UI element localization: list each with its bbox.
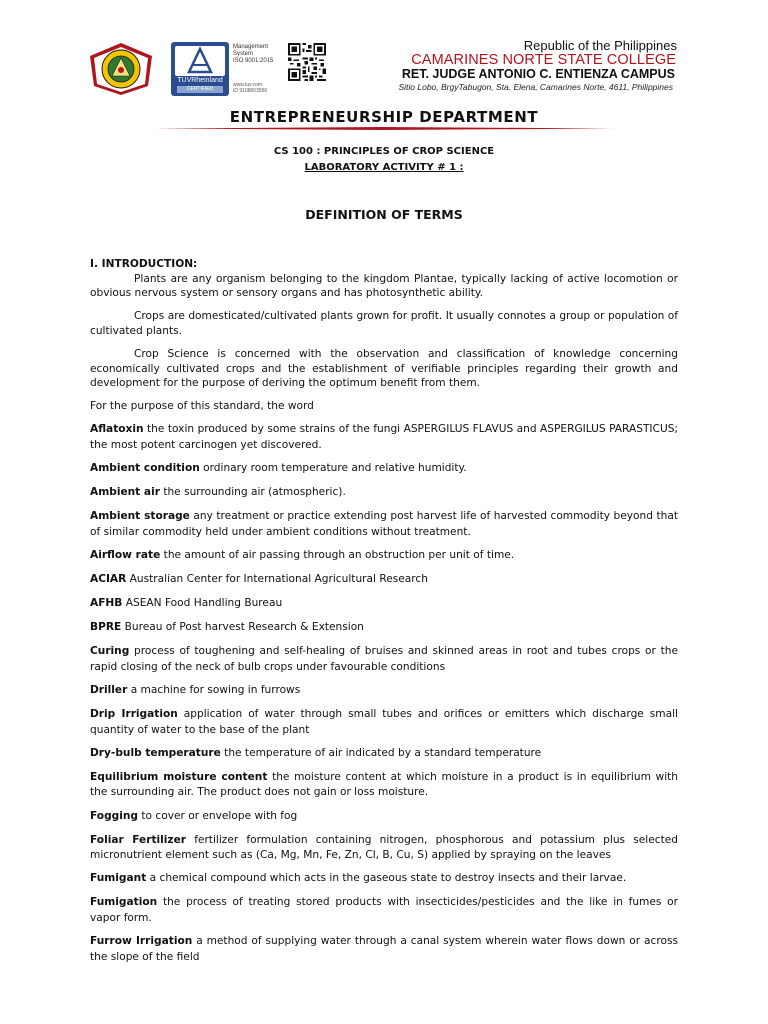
term-list bbox=[90, 422, 678, 964]
term-label: Aflatoxin bbox=[90, 423, 144, 436]
tuv-info-line: System bbox=[233, 51, 254, 57]
intro-paragraph: Crops are domesticated/cultivated plants grown for profit. It usually connotes a group or population of cultivated plants. bbox=[90, 310, 678, 337]
term-label: Dry-bulb temperature bbox=[90, 746, 221, 759]
term-definition bbox=[90, 707, 678, 737]
tuv-logo-icon bbox=[175, 46, 225, 76]
tuv-info-line: ISO 9001:2015 bbox=[233, 58, 274, 64]
term-label: Curing bbox=[90, 645, 130, 658]
term-definition bbox=[90, 572, 678, 588]
department-title: ENTREPRENEURSHIP DEPARTMENT bbox=[229, 108, 539, 126]
term-text: Australian Center for International Agricultural Research bbox=[129, 573, 428, 585]
term-definition bbox=[90, 683, 678, 699]
term-text: Bureau of Post harvest Research & Extension bbox=[124, 621, 364, 634]
term-text: the temperature of air indicated by a standard temperature bbox=[224, 746, 542, 759]
tuv-web-info bbox=[233, 82, 289, 94]
intro-paragraph: For the purpose of this standard, the word bbox=[90, 400, 314, 413]
term-label: AFHB bbox=[90, 597, 123, 610]
document-header bbox=[0, 0, 768, 110]
tuv-info-line: Management bbox=[233, 44, 269, 50]
term-definition bbox=[90, 644, 678, 674]
term-definition bbox=[90, 620, 678, 636]
term-text: the process of treating stored products with insecticides/pesticides and the like in fumes or vapor form. bbox=[90, 896, 678, 924]
term-definition bbox=[90, 871, 678, 887]
qr-code-icon bbox=[288, 43, 326, 81]
term-text: application of water through small tubes and orifices or emitters which discharge small quantity of water to the base of the plant bbox=[90, 708, 678, 736]
term-label: ACIAR bbox=[90, 573, 127, 585]
tuv-web: www.tuv.com bbox=[233, 82, 263, 88]
term-definition bbox=[90, 596, 678, 612]
intro-paragraph: Crop Science is concerned with the observation and classification of knowledge concerning economically cultivated crops and the establishment of verifiable principles regarding their growth and development for the purpose of deriving the optimum benefit from them. bbox=[90, 347, 678, 390]
activity-title bbox=[0, 162, 768, 173]
document-body bbox=[90, 257, 678, 964]
term-text: process of toughening and self-healing of bruises and skinned areas in root and tubes crops or the rapid closing of the neck of bulb crops under favourable conditions bbox=[90, 645, 678, 673]
tuv-info bbox=[233, 44, 289, 65]
term-text: to cover or envelope with fog bbox=[141, 809, 298, 822]
term-text: a machine for sowing in furrows bbox=[130, 683, 301, 696]
term-label: Furrow Irrigation bbox=[90, 935, 193, 948]
intro-heading: I. INTRODUCTION: bbox=[90, 258, 198, 270]
college-name: CAMARINES NORTE STATE COLLEGE bbox=[411, 52, 676, 68]
campus-address: Sitio Lobo, BrgyTabugon, Sta. Elena, Camarines Norte, 4611, Philippines bbox=[398, 82, 673, 92]
term-label: Ambient storage bbox=[90, 510, 190, 523]
header-divider bbox=[154, 127, 614, 130]
intro-paragraph: Plants are any organism belonging to the kingdom Plantae, typically lacking of active locomotion or obvious nervous system or sensory organs and has photosynthetic ability. bbox=[90, 272, 678, 300]
term-text: any treatment or practice extending post harvest life of harvested commodity beyond that of similar commodity held under ambient conditions without treatment. bbox=[90, 510, 678, 538]
term-label: Ambient condition bbox=[90, 462, 200, 475]
term-definition bbox=[90, 770, 678, 800]
term-text: fertilizer formulation containing nitrogen, phosphorous and potassium plus selected micronutrient element such as (Ca, Mg, Mn, Fe, Zn, Cl, B, Cu, S) applied by spraying on the leaves bbox=[90, 833, 678, 862]
term-text: ASEAN Food Handling Bureau bbox=[125, 597, 283, 610]
term-label: Equilibrium moisture content bbox=[90, 770, 268, 783]
term-text: the surrounding air (atmospheric). bbox=[163, 486, 346, 499]
term-definition bbox=[90, 548, 678, 564]
course-title: CS 100 : PRINCIPLES OF CROP SCIENCE bbox=[273, 146, 495, 157]
term-label: Fogging bbox=[90, 809, 139, 822]
term-definition bbox=[90, 934, 678, 964]
term-label: Fumigant bbox=[90, 872, 147, 885]
term-label: BPRE bbox=[90, 621, 122, 634]
tuv-id: ID 9108653556 bbox=[233, 88, 268, 94]
term-definition bbox=[90, 509, 678, 539]
tuv-certified-label: CERTIFIED bbox=[177, 86, 223, 93]
activity-label: LABORATORY ACTIVITY # 1 : bbox=[304, 162, 464, 173]
term-label: Drip Irrigation bbox=[90, 708, 178, 721]
term-text: ordinary room temperature and relative humidity. bbox=[203, 462, 467, 475]
term-definition bbox=[90, 461, 678, 477]
term-text: the toxin produced by some strains of the fungi ASPERGILUS FLAVUS and ASPERGILUS PARASTICUS; the most potent carcinogen yet discovered. bbox=[90, 423, 678, 451]
term-definition bbox=[90, 422, 678, 452]
term-label: Fumigation bbox=[90, 896, 158, 909]
document-title: DEFINITION OF TERMS bbox=[305, 207, 463, 222]
college-seal-icon bbox=[88, 42, 154, 96]
campus-name: RET. JUDGE ANTONIO C. ENTIENZA CAMPUS bbox=[401, 67, 675, 81]
term-text: a method of supplying water through a canal system wherein water flows down or across the slope of the field bbox=[90, 935, 678, 963]
republic-label: Republic of the Philippines bbox=[523, 38, 677, 53]
term-definition bbox=[90, 485, 678, 501]
term-text: a chemical compound which acts in the gaseous state to destroy insects and their larvae. bbox=[149, 872, 627, 885]
term-definition bbox=[90, 809, 678, 825]
term-label: Foliar Fertilizer bbox=[90, 833, 186, 846]
tuv-certification-badge bbox=[171, 42, 229, 96]
term-text: the moisture content at which moisture in a product is in equilibrium with the surrounding air. The product does not gain or loss moisture. bbox=[90, 770, 678, 799]
tuv-brand: TÜVRheinland bbox=[177, 77, 223, 84]
term-label: Ambient air bbox=[90, 486, 160, 499]
term-definition bbox=[90, 895, 678, 925]
term-definition bbox=[90, 833, 678, 863]
term-text: the amount of air passing through an obstruction per unit of time. bbox=[163, 548, 515, 561]
term-definition bbox=[90, 746, 678, 762]
term-label: Driller bbox=[90, 683, 128, 696]
term-label: Airflow rate bbox=[90, 548, 161, 561]
